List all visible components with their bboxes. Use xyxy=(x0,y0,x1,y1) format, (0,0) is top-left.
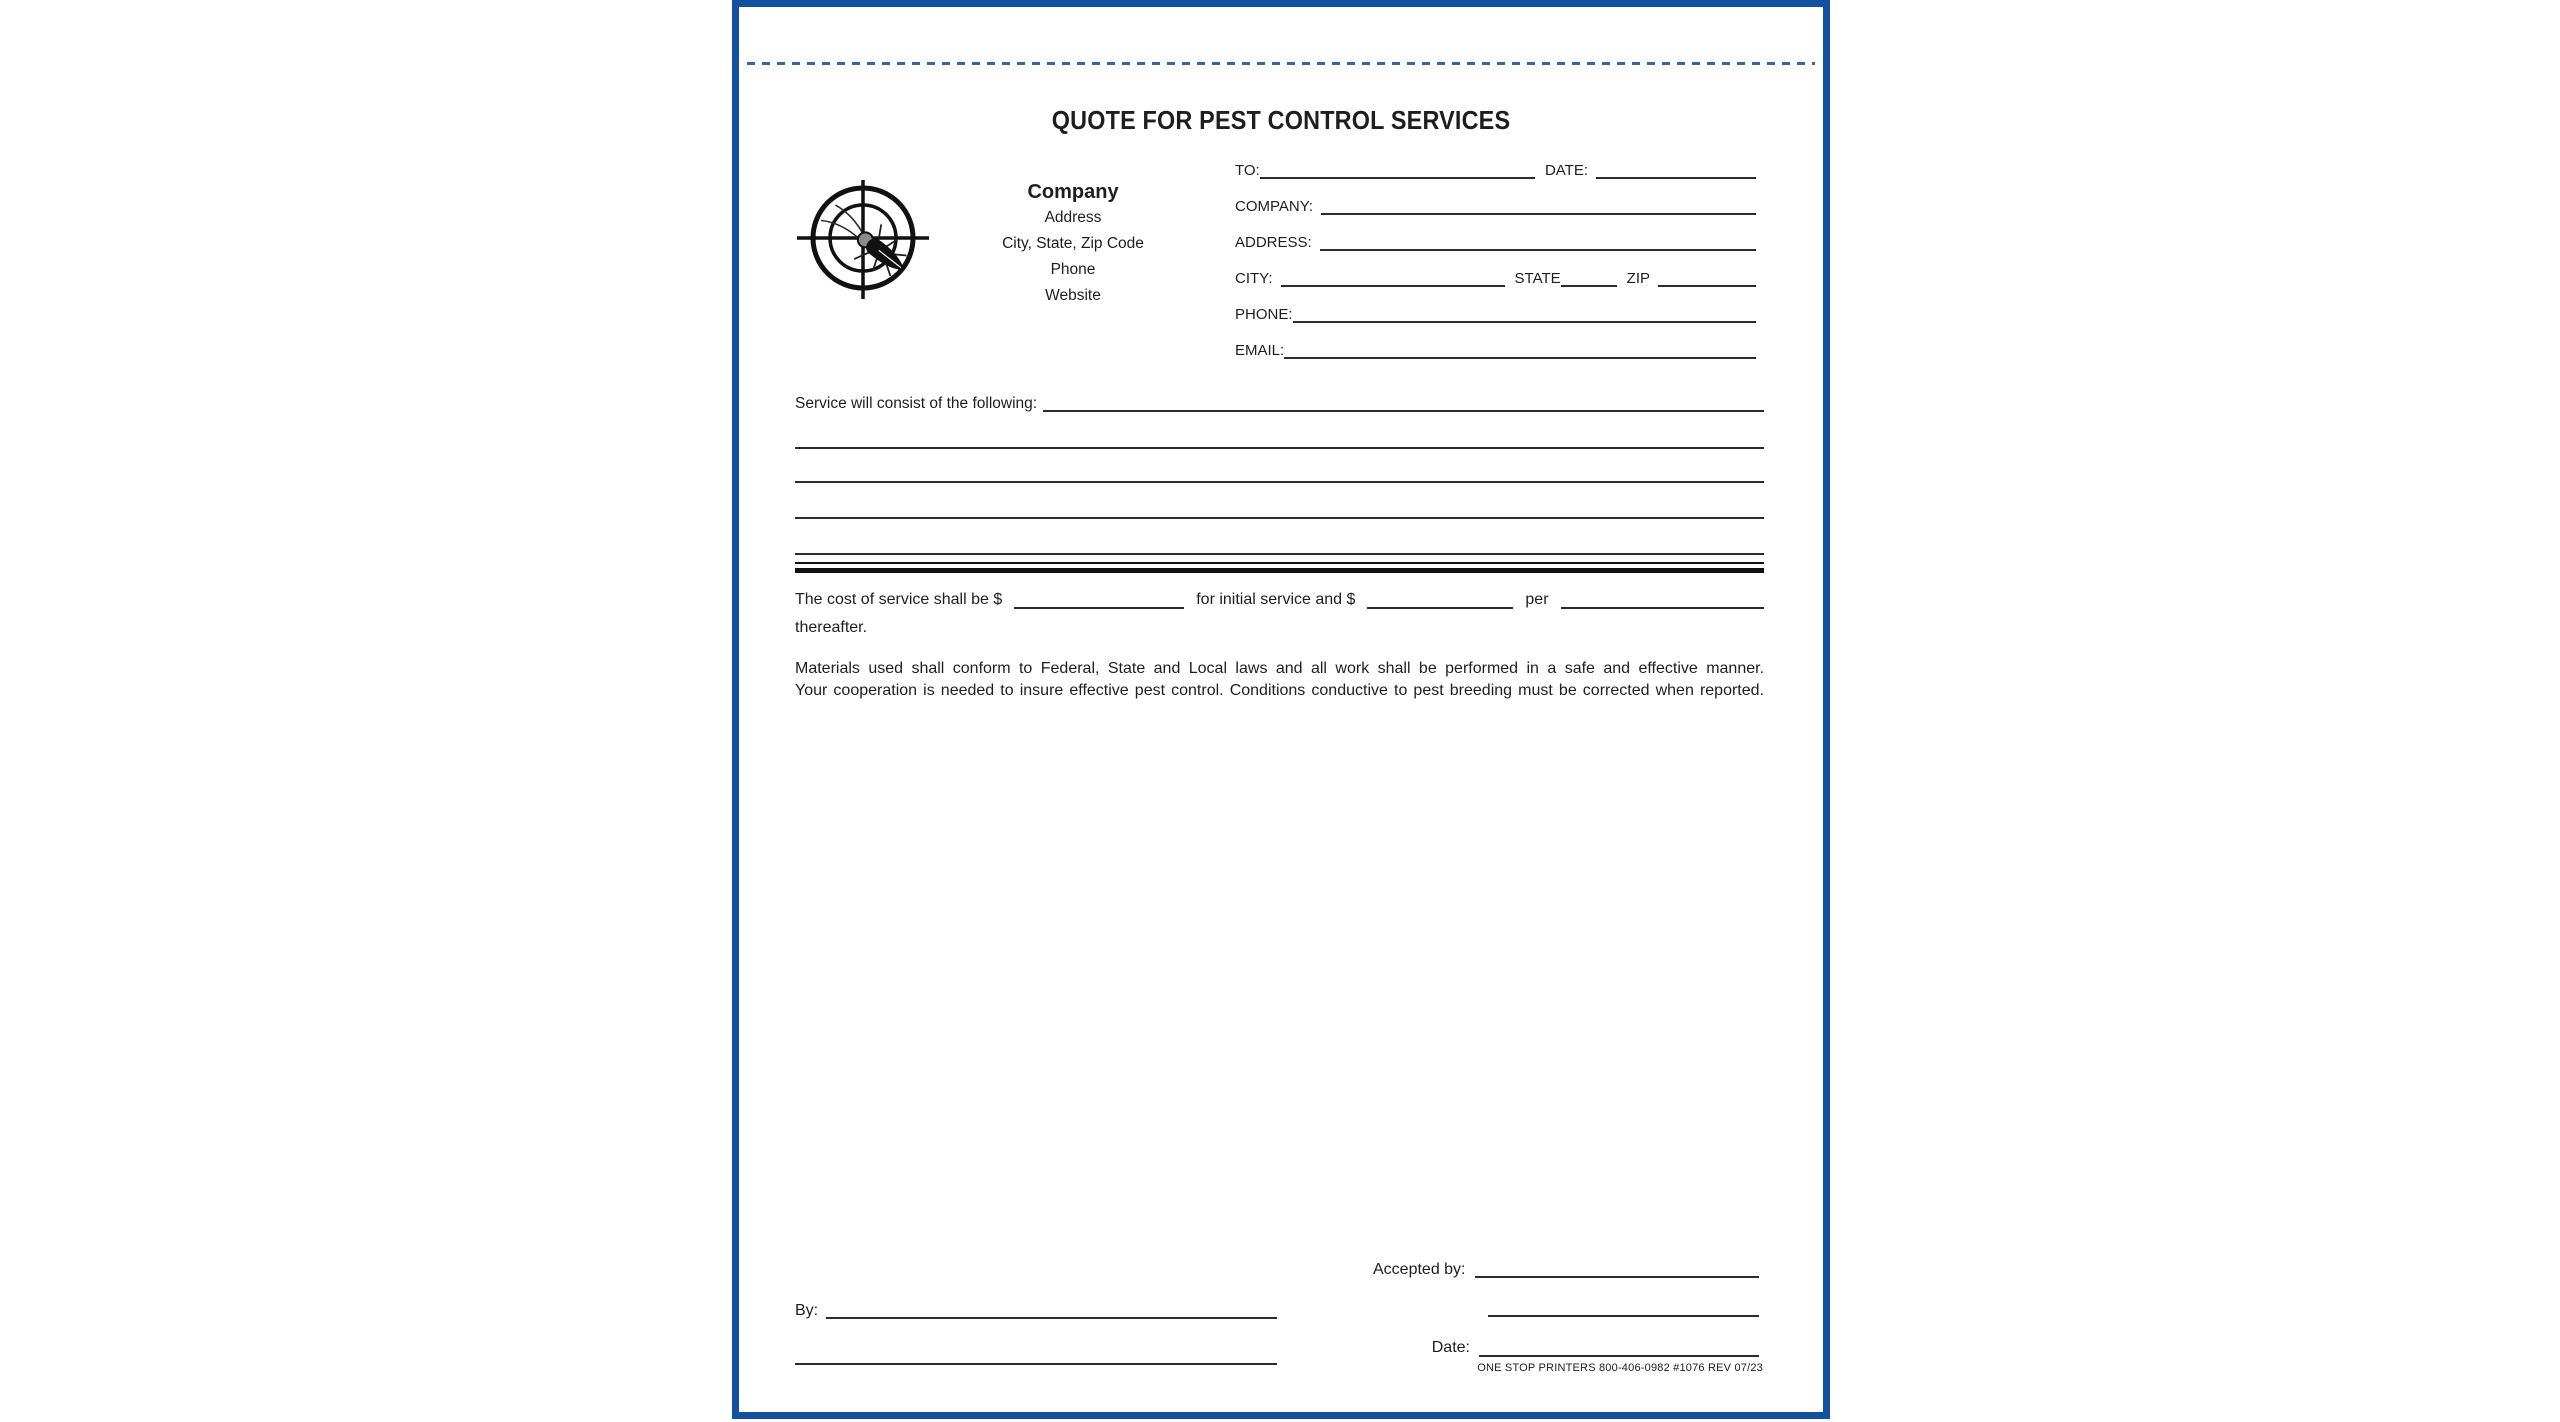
email-fill-line xyxy=(1284,335,1756,359)
company-website: Website xyxy=(1045,287,1101,304)
service-blank-line xyxy=(795,447,1764,449)
by-second-line xyxy=(795,1363,1277,1365)
to-fill-line xyxy=(1260,155,1535,179)
by-signature-line xyxy=(826,1295,1277,1319)
field-row-to-date xyxy=(1235,155,1756,179)
zip-fill-line xyxy=(1658,263,1756,287)
zip-field-label: ZIP xyxy=(1626,270,1650,287)
field-row-city-state-zip xyxy=(1235,263,1756,287)
date-label: DATE: xyxy=(1544,162,1588,179)
recurring-cost-blank xyxy=(1367,589,1513,609)
email-field-label: EMAIL: xyxy=(1235,342,1285,359)
date-fill-line-bottom xyxy=(1479,1333,1759,1357)
cockroach-in-crosshair-target-icon xyxy=(793,168,933,308)
cost-text-thereafter: thereafter. xyxy=(795,619,868,636)
company-field-label: COMPANY: xyxy=(1235,198,1314,215)
quote-form-content xyxy=(739,7,1823,1412)
date-fill-line xyxy=(1596,155,1756,179)
terms-line-1: Materials used shall conform to Federal, State and Local laws and all work shall be performed in a safe and effective manner. xyxy=(795,660,1764,677)
service-blank-line xyxy=(795,553,1764,555)
terms-line-2: Your cooperation is needed to insure effective pest control. Conditions conductive to pest breeding must be corrected when reported. xyxy=(795,682,1764,699)
address-field-label: ADDRESS: xyxy=(1235,234,1312,251)
service-description-row xyxy=(795,390,1764,412)
quote-form-sheet xyxy=(732,0,1830,1419)
accepted-by-signature-line xyxy=(1475,1254,1760,1278)
phone-fill-line xyxy=(1293,299,1756,323)
service-fill-line xyxy=(1043,390,1764,412)
printer-info-line: ONE STOP PRINTERS 800-406-0982 #1076 REV 07/23 xyxy=(1477,1362,1763,1374)
by-row xyxy=(795,1295,1277,1319)
recipient-fields-block xyxy=(1235,155,1756,371)
accepted-by-second-line xyxy=(1488,1315,1759,1317)
terms-paragraph xyxy=(795,658,1764,702)
address-fill-line xyxy=(1320,227,1756,251)
logo-svg xyxy=(793,168,933,308)
accepted-by-label: Accepted by: xyxy=(1373,1261,1466,1278)
section-end-double-rule xyxy=(795,562,1764,573)
cost-text-3: per xyxy=(1525,591,1549,608)
company-address: Address xyxy=(1044,209,1102,226)
to-label: TO: xyxy=(1235,162,1260,179)
date-signature-label: Date: xyxy=(1431,1339,1470,1356)
initial-cost-blank xyxy=(1014,589,1184,609)
field-row-email xyxy=(1235,335,1756,359)
service-label: Service will consist of the following: xyxy=(795,395,1038,412)
company-fill-line xyxy=(1321,191,1756,215)
service-blank-line xyxy=(795,517,1764,519)
cost-statement-row xyxy=(795,589,1764,609)
company-info-block xyxy=(963,179,1183,309)
date-row xyxy=(1373,1333,1759,1357)
field-row-address xyxy=(1235,227,1756,251)
cost-text-1: The cost of service shall be $ xyxy=(795,591,1003,608)
phone-field-label: PHONE: xyxy=(1235,306,1293,323)
accepted-by-row xyxy=(1373,1254,1759,1278)
perforation-dashed-line xyxy=(747,62,1815,65)
field-row-phone xyxy=(1235,299,1756,323)
state-fill-line xyxy=(1561,263,1617,287)
city-field-label: CITY: xyxy=(1235,270,1273,287)
field-row-company xyxy=(1235,191,1756,215)
company-phone: Phone xyxy=(1050,261,1096,278)
by-label: By: xyxy=(795,1302,819,1319)
company-city-state-zip: City, State, Zip Code xyxy=(1002,235,1144,252)
state-field-label: STATE xyxy=(1514,270,1561,287)
form-title: QUOTE FOR PEST CONTROL SERVICES xyxy=(1051,105,1511,135)
cost-text-2: for initial service and $ xyxy=(1196,591,1356,608)
city-fill-line xyxy=(1281,263,1505,287)
period-blank xyxy=(1561,589,1764,609)
service-blank-line xyxy=(795,481,1764,483)
company-name: Company xyxy=(1027,181,1119,203)
